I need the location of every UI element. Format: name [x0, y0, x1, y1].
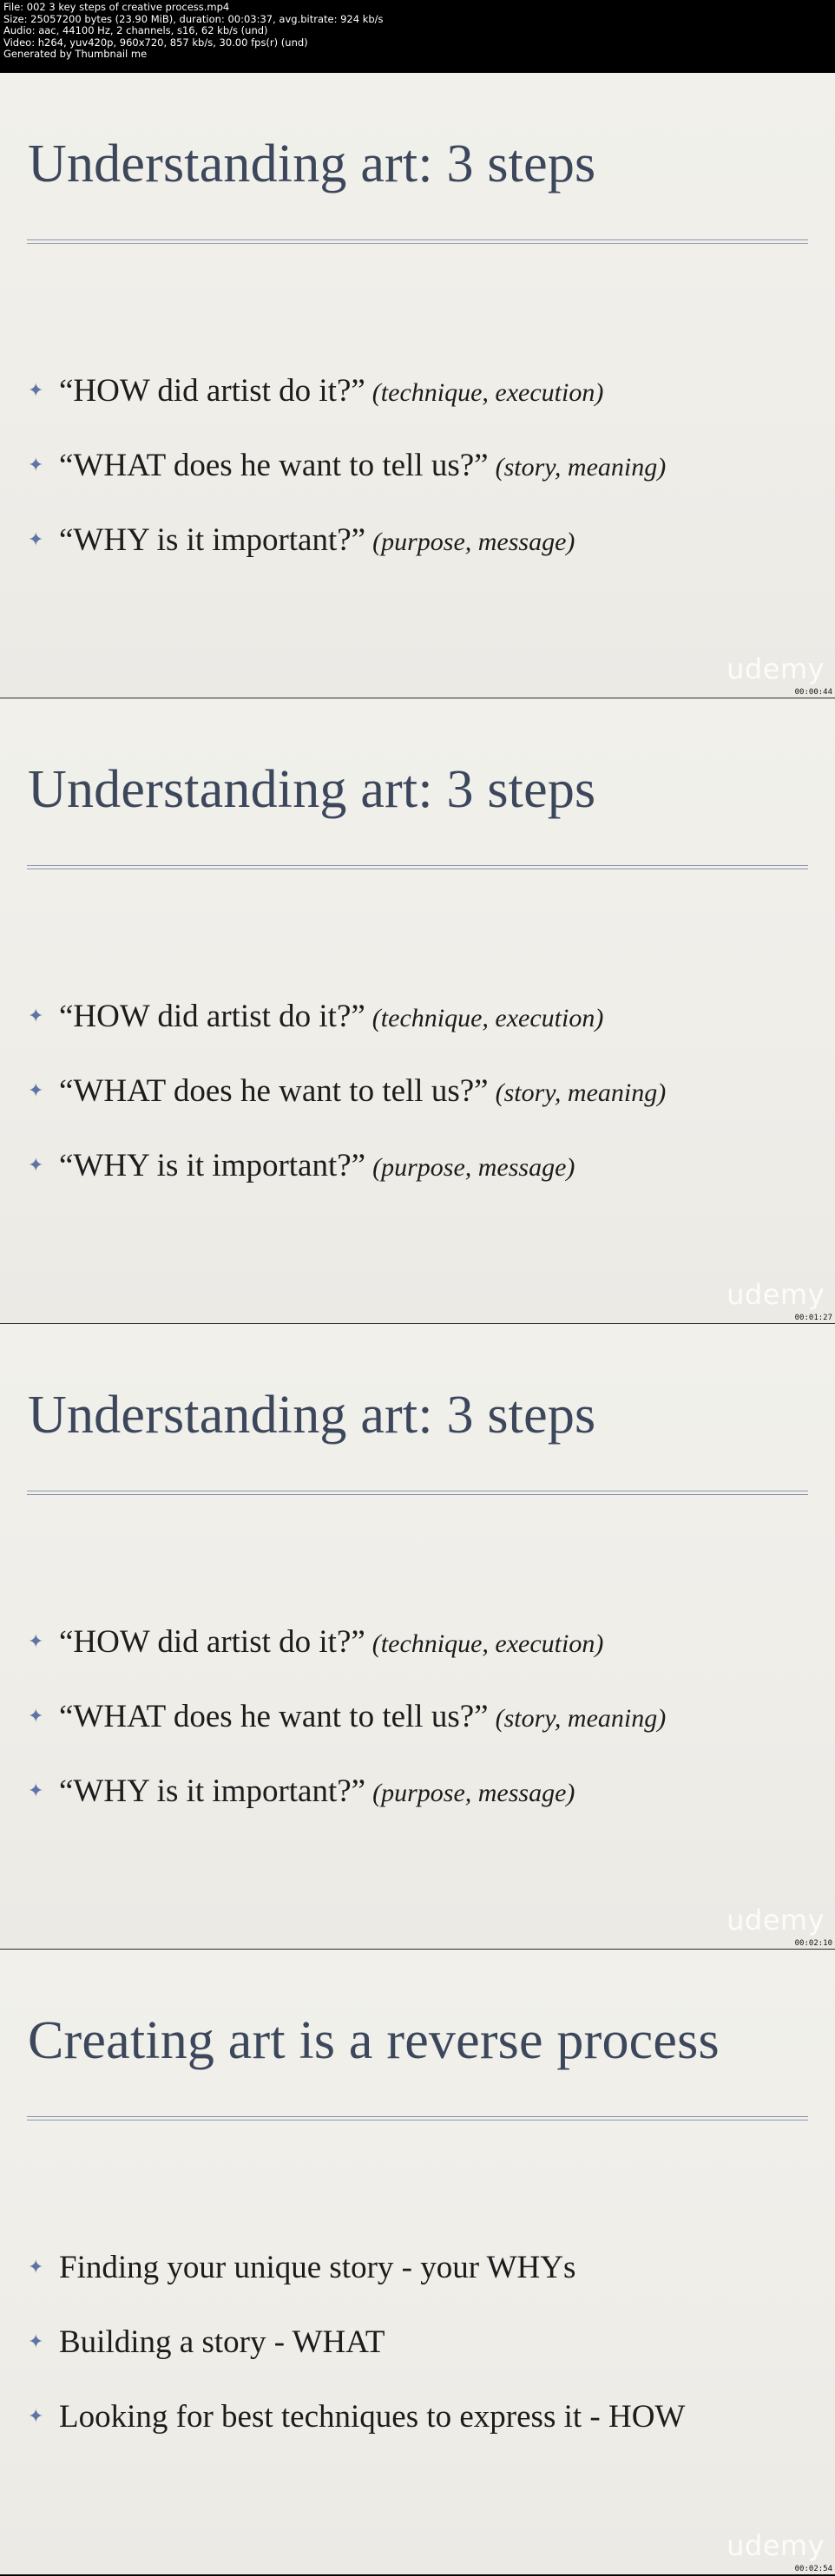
four-point-star-bullet-icon: ✦: [28, 1005, 44, 1026]
file-info-line: Audio: aac, 44100 Hz, 2 channels, s16, 62 kb/s (und): [3, 24, 268, 37]
frame-timestamp: 00:02:54: [794, 2565, 832, 2573]
four-point-star-bullet-icon: ✦: [28, 2330, 44, 2352]
bullet-text: Building a story - WHAT: [59, 2324, 385, 2360]
four-point-star-bullet-icon: ✦: [28, 2405, 44, 2427]
four-point-star-bullet-icon: ✦: [28, 454, 44, 475]
slide-title: Understanding art: 3 steps: [28, 134, 596, 193]
bullet-item: [28, 2324, 385, 2361]
frame-timestamp: 00:02:10: [794, 1939, 832, 1948]
title-divider: [27, 1491, 808, 1496]
file-info-line: Size: 25057200 bytes (23.90 MiB), duration: 00:03:37, avg.bitrate: 924 kb/s: [3, 12, 384, 25]
title-divider: [27, 239, 808, 245]
file-info-line: Generated by Thumbnail me: [3, 48, 148, 61]
udemy-watermark: udemy: [727, 652, 825, 685]
bullet-text: “HOW did artist do it?”: [59, 999, 365, 1034]
bullet-note: (story, meaning): [495, 453, 667, 482]
bullet-note: (story, meaning): [495, 1078, 667, 1107]
bullet-text: Looking for best techniques to express it - HOW: [59, 2399, 686, 2435]
slide-title: Understanding art: 3 steps: [28, 1386, 596, 1445]
bullet-item: [28, 521, 575, 559]
file-info-line: Video: h264, yuv420p, 960x720, 857 kb/s, 30.00 fps(r) (und): [3, 36, 308, 49]
bullet-item: [28, 1623, 603, 1661]
bullet-text: “WHAT does he want to tell us?”: [59, 1699, 489, 1734]
bullet-text: “WHAT does he want to tell us?”: [59, 1073, 489, 1109]
bullet-item: [28, 1072, 666, 1110]
bullet-text: “WHAT does he want to tell us?”: [59, 448, 489, 483]
file-info-line: File: 002 3 key steps of creative process.mp4: [3, 1, 230, 13]
bullet-note: (technique, execution): [371, 1004, 604, 1032]
udemy-watermark: udemy: [727, 2529, 825, 2562]
bullet-note: (technique, execution): [371, 378, 604, 407]
bullet-note: (purpose, message): [372, 1779, 575, 1807]
file-info-header: [0, 0, 835, 73]
bullet-note: (purpose, message): [372, 528, 575, 556]
bullet-note: (purpose, message): [372, 1153, 575, 1182]
frame-timestamp: 00:01:27: [794, 1314, 832, 1322]
video-frame-1: [0, 73, 835, 698]
four-point-star-bullet-icon: ✦: [28, 1630, 44, 1652]
title-divider: [27, 865, 808, 870]
bullet-text: “HOW did artist do it?”: [59, 373, 365, 409]
frame-timestamp: 00:00:44: [794, 688, 832, 697]
four-point-star-bullet-icon: ✦: [28, 2256, 44, 2278]
bullet-item: [28, 998, 603, 1035]
udemy-watermark: udemy: [727, 1904, 825, 1937]
four-point-star-bullet-icon: ✦: [28, 379, 44, 401]
bullet-text: Finding your unique story - your WHYs: [59, 2250, 576, 2285]
four-point-star-bullet-icon: ✦: [28, 1154, 44, 1176]
four-point-star-bullet-icon: ✦: [28, 1780, 44, 1801]
title-divider: [27, 2116, 808, 2121]
bullet-item: [28, 1147, 575, 1184]
bullet-text: “HOW did artist do it?”: [59, 1624, 365, 1660]
slide-title: Understanding art: 3 steps: [28, 760, 596, 819]
video-frame-3: [0, 1324, 835, 1950]
video-frame-2: [0, 698, 835, 1324]
bullet-note: (technique, execution): [371, 1629, 604, 1658]
bullet-item: [28, 2249, 575, 2286]
bullet-item: [28, 447, 666, 484]
bullet-item: [28, 372, 603, 410]
video-frame-4: [0, 1950, 835, 2575]
slide-title: Creating art is a reverse process: [28, 2011, 720, 2070]
four-point-star-bullet-icon: ✦: [28, 1079, 44, 1101]
four-point-star-bullet-icon: ✦: [28, 528, 44, 550]
four-point-star-bullet-icon: ✦: [28, 1705, 44, 1727]
bullet-text: “WHY is it important?”: [59, 1148, 366, 1183]
bullet-text: “WHY is it important?”: [59, 1773, 366, 1809]
bullet-note: (story, meaning): [495, 1704, 667, 1733]
bullet-item: [28, 2398, 685, 2435]
udemy-watermark: udemy: [727, 1278, 825, 1311]
bullet-text: “WHY is it important?”: [59, 522, 366, 558]
bullet-item: [28, 1698, 666, 1735]
bullet-item: [28, 1773, 575, 1810]
